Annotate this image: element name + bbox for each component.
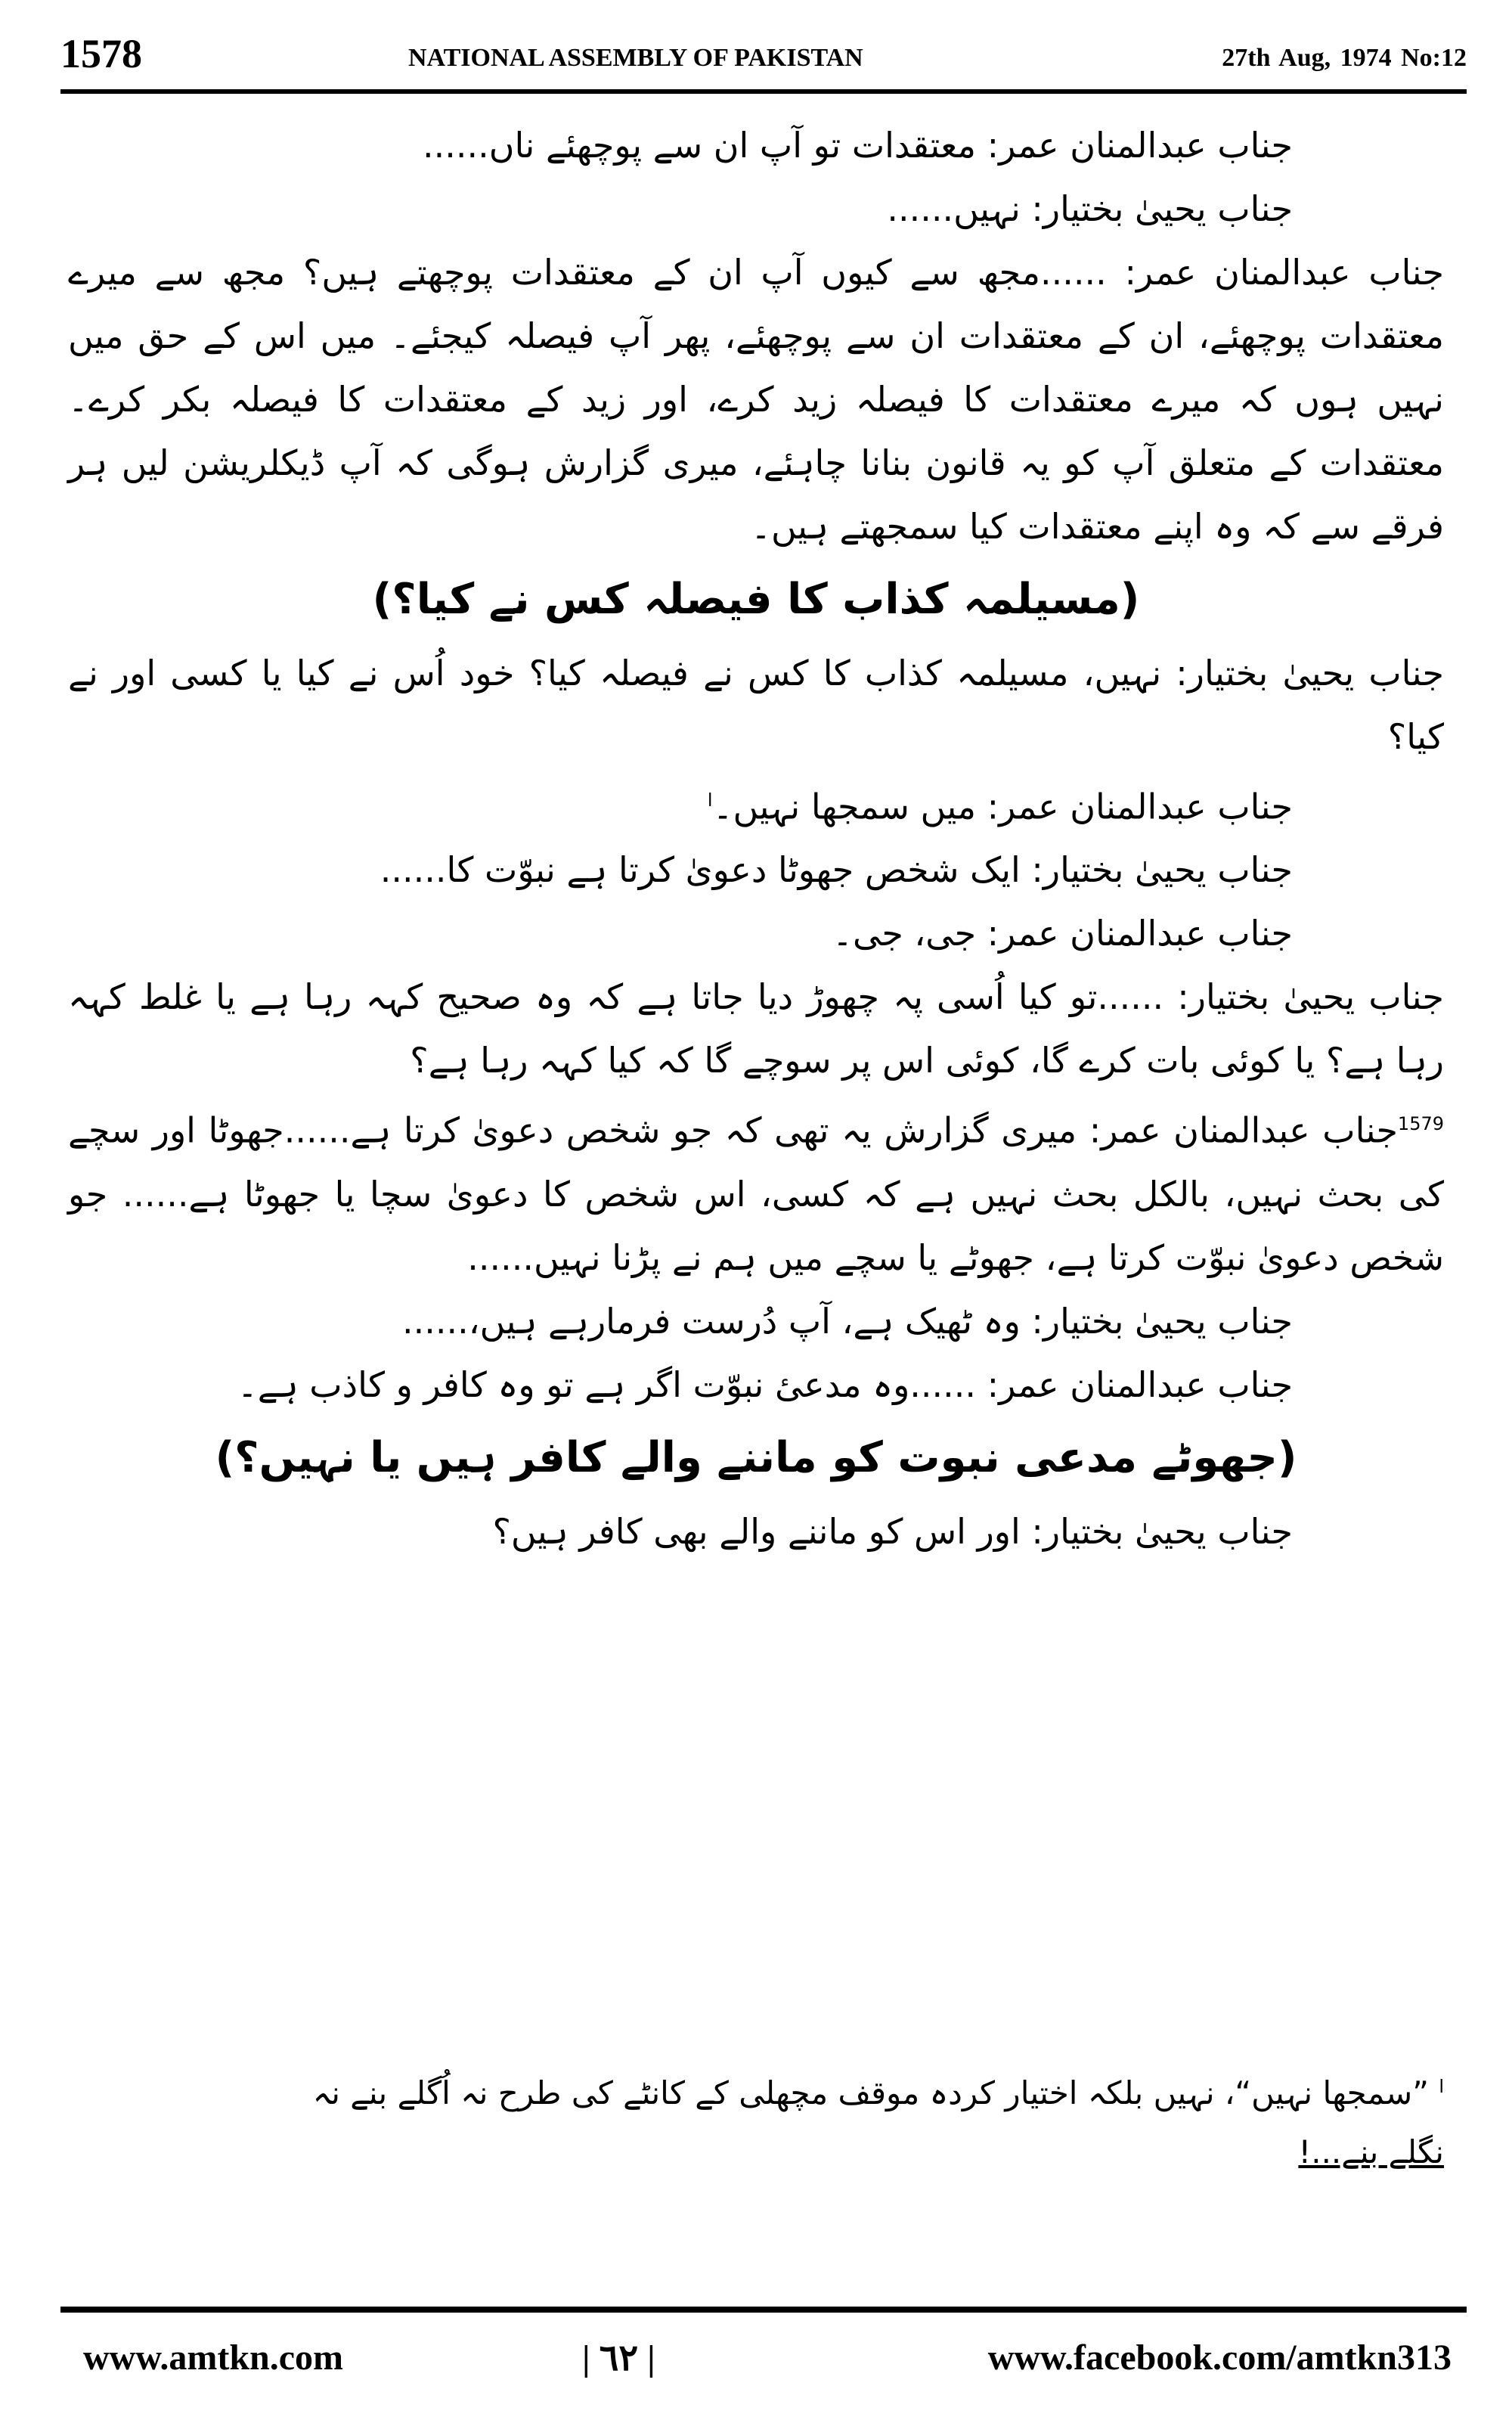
session-date: 27th Aug, 1974 No:12 — [1222, 44, 1467, 72]
paragraph: جناب عبدالمنان عمر: ......وہ مدعیٔ نبوّت اگر ہے تو وہ کافر و کاذب ہے۔ — [237, 1364, 1293, 1405]
original-page-marker: 1579 — [1397, 1113, 1444, 1135]
section-heading: (مسیلمہ کذاب کا فیصلہ کس نے کیا؟) — [372, 575, 1140, 624]
page-footer — [60, 2337, 1467, 2397]
page-header — [60, 30, 1467, 91]
header-rule — [60, 89, 1467, 94]
footer-rule — [60, 2307, 1467, 2313]
paragraph: جناب یحییٰ بختیار: اور اس کو ماننے والے بھی کافر ہیں؟ — [492, 1510, 1293, 1552]
paragraph: جناب یحییٰ بختیار: نہیں...... — [887, 188, 1293, 229]
paragraph: جناب یحییٰ بختیار: وہ ٹھیک ہے، آپ دُرست فرمارہے ہیں،...... — [402, 1300, 1293, 1342]
paragraph-text: جناب عبدالمنان عمر: میں سمجھا نہیں۔ — [712, 786, 1293, 827]
website-link[interactable]: www.amtkn.com — [83, 2338, 343, 2378]
paragraph: جناب عبدالمنان عمر: جی، جی۔ — [832, 913, 1293, 954]
section-heading: (جھوٹے مدعی نبوت کو ماننے والے کافر ہیں یا نہیں؟) — [215, 1432, 1297, 1482]
paragraph — [68, 768, 1444, 838]
paragraph-text: جناب عبدالمنان عمر: میری گزارش یہ تھی کہ جو شخص دعویٰ کرتا ہے......جھوٹا اور سچے کی بحث نہیں، بالکل بحث نہیں ہے کہ کسی، اس شخص کا دعویٰ سچا یا جھوٹا ہے...... جو شخص دعویٰ نبوّت کرتا ہے، جھوٹے یا سچے میں ہم نے پڑنا نہیں...... — [68, 1109, 1444, 1278]
facebook-link[interactable]: www.facebook.com/amtkn313 — [987, 2338, 1452, 2378]
paragraph: جناب یحییٰ بختیار: ایک شخص جھوٹا دعویٰ کرتا ہے نبوّت کا...... — [380, 849, 1293, 891]
page-number: 1578 — [60, 31, 142, 76]
paragraph: جناب یحییٰ بختیار: نہیں، مسیلمہ کذاب کا کس نے فیصلہ کیا؟ خود اُس نے کیا یا کسی اور نے کیا؟ — [68, 653, 1444, 757]
footer-page-number: | ٦٢ | — [582, 2338, 655, 2378]
paragraph: جناب یحییٰ بختیار: ......تو کیا اُسی پہ چھوڑ دیا جاتا ہے کہ وہ صحیح کہہ رہا ہے یا غلط کہہ رہا ہے؟ یا کوئی بات کرے گا، کوئی اس پر سوچے گا کہ کیا کہہ رہا ہے؟ — [68, 976, 1444, 1081]
paragraph: جناب عبدالمنان عمر: معتقدات تو آپ ان سے پوچھئے ناں...... — [423, 125, 1293, 166]
footnote — [68, 2057, 1444, 2182]
footnote-text-end: نگلے بنے...! — [1298, 2133, 1444, 2170]
paragraph — [68, 1092, 1444, 1289]
footnote-marker: ا — [1439, 2076, 1444, 2097]
page-body — [68, 113, 1444, 1563]
paragraph: جناب عبدالمنان عمر: ......مجھ سے کیوں آپ ان کے معتقدات پوچھتے ہیں؟ مجھ سے میرے معتقدات پوچھئے، ان کے معتقدات ان سے پوچھئے، پھر آپ فیصلہ کیجئے۔ میں اس کے حق میں نہیں ہوں کہ میرے معتقدات کا فیصلہ زید کرے، اور زید کے معتقدات کا فیصلہ بکر کرے۔ معتقدات کے متعلق آپ کو یہ قانون بنانا چاہئے، میری گزارش ہوگی کہ آپ ڈیکلریشن لیں ہر فرقے سے کہ وہ اپنے معتقدات کیا سمجھتے ہیں۔ — [68, 252, 1444, 547]
footnote-text: ”سمجھا نہیں“، نہیں بلکہ اختیار کردہ موقف مچھلی کے کانٹے کی طرح نہ اُگلے بنے نہ — [312, 2074, 1429, 2111]
running-title: NATIONAL ASSEMBLY OF PAKISTAN — [408, 44, 863, 72]
footnote-ref: ا — [707, 790, 713, 811]
